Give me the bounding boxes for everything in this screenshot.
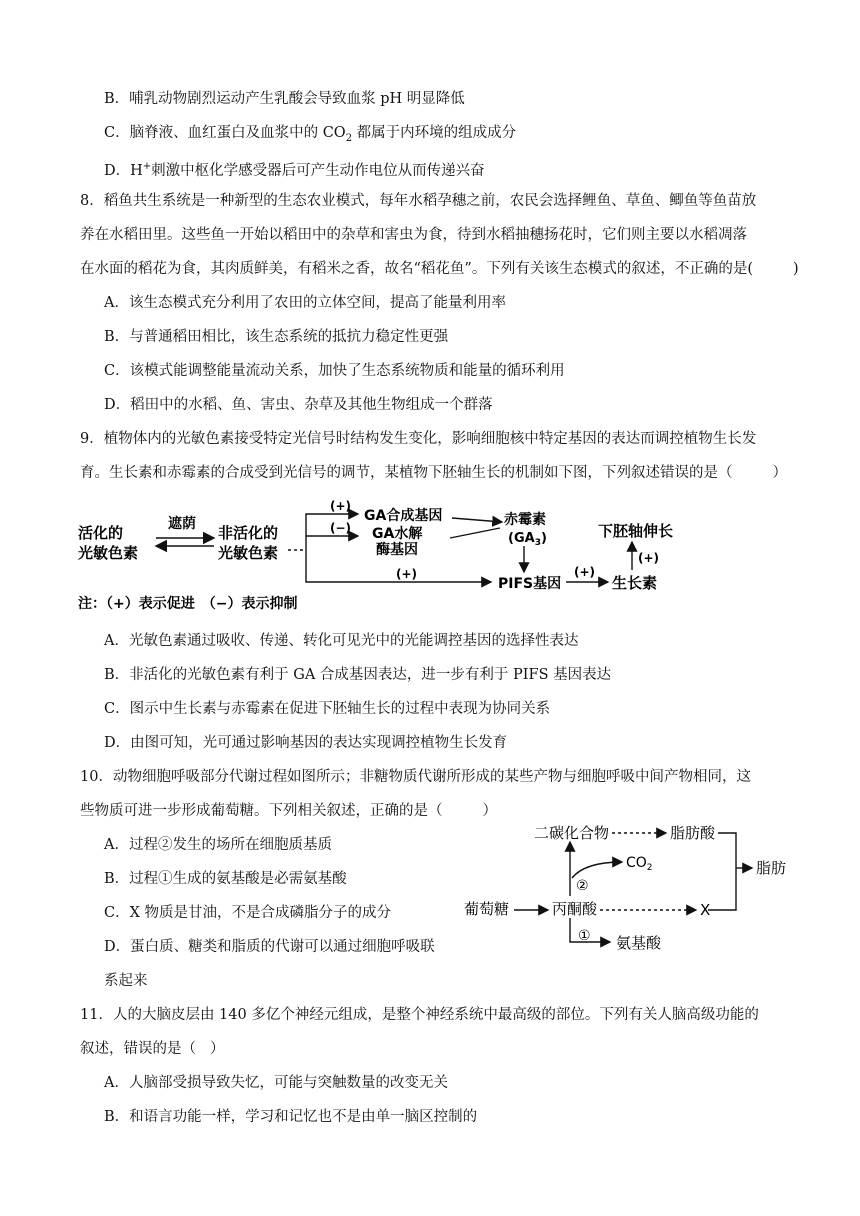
q9-option-a: A．光敏色素通过吸收、传递、转化可见光中的光能调控基因的选择性表达 — [104, 633, 579, 649]
q10-option-c: C．X 物质是甘油，不是合成磷脂分子的成分 — [104, 905, 392, 921]
q7-option-b: B．哺乳动物剧烈运动产生乳酸会导致血浆 pH 明显降低 — [104, 91, 465, 107]
diagram-note: 注：（+）表示促进 （−）表示抑制 — [78, 596, 298, 612]
q11-stem-line1: 11．人的大脑皮层由 140 多亿个神经元组成，是整个神经系统中最高级的部位。下列有关人脑高级功能的 — [80, 1007, 759, 1023]
q8-stem-line1: 8．稻鱼共生系统是一种新型的生态农业模式，每年水稻孕穗之前，农民会选择鲤鱼、草鱼、鲫鱼等鱼苗放 — [80, 193, 757, 209]
shade-label: 遮荫 — [168, 516, 196, 532]
active-pigment-label-1: 活化的 — [78, 524, 124, 542]
two-carbon-label: 二碳化合物 — [534, 824, 610, 842]
ga-synth-gene: GA合成基因 — [364, 508, 443, 524]
q10-option-b: B．过程①生成的氨基酸是必需氨基酸 — [104, 871, 347, 887]
q8-option-c: C．该模式能调整能量流动关系，加快了生态系统物质和能量的循环利用 — [104, 363, 565, 379]
minus-ga-hydro: (−) — [330, 521, 352, 535]
q11-stem-line2: 叙述，错误的是（ ） — [80, 1041, 225, 1057]
plus-hypocotyl: (+) — [638, 551, 660, 565]
bracket-to-fat — [708, 833, 736, 910]
x-label: X — [700, 901, 711, 919]
q10-option-d-line2: 系起来 — [104, 973, 148, 989]
pifs-gene: PIFS基因 — [498, 576, 562, 592]
hypocotyl-label: 下胚轴伸长 — [598, 522, 674, 540]
q11-option-a: A．人脑部受损导致失忆，可能与突触数量的改变无关 — [104, 1075, 448, 1091]
q10-stem-line2: 些物质可进一步形成葡萄糖。下列相关叙述，正确的是（ ） — [80, 803, 497, 819]
q9-phytochrome-diagram — [76, 496, 696, 618]
active-pigment-label-2: 光敏色素 — [78, 544, 139, 562]
amino-acid-label: 氨基酸 — [616, 934, 662, 952]
fat-label: 脂肪 — [756, 859, 787, 877]
q9-option-c: C．图示中生长素与赤霉素在促进下胚轴生长的过程中表现为协同关系 — [104, 701, 551, 717]
inactive-pigment-label-2: 光敏色素 — [218, 544, 279, 562]
gibberellin-ga3-label: $(GA_3)$ — [508, 531, 547, 548]
ga-hydro-gene-1: GA水解 — [372, 526, 423, 542]
plus-pifs: (+) — [396, 567, 418, 581]
q7-option-d: D．H+刺激中枢化学感受器后可产生动作电位从而传递兴奋 — [104, 161, 485, 179]
q11-option-b: B．和语言功能一样，学习和记忆也不是由单一脑区控制的 — [104, 1109, 478, 1125]
q8-stem-line2: 养在水稻田里。这些鱼一开始以稻田中的杂草和害虫为食，待到水稻抽穗扬花时，它们则主要以水稻凋落 — [80, 227, 747, 243]
inactive-pigment-label-1: 非活化的 — [218, 524, 279, 542]
q10-option-a: A．过程②发生的场所在细胞质基质 — [104, 837, 332, 853]
plus-ga-synth: (+) — [330, 499, 352, 513]
q10-respiration-diagram — [460, 818, 800, 958]
q9-option-b: B．非活化的光敏色素有利于 GA 合成基因表达，进一步有利于 PIFS 基因表达 — [104, 667, 612, 683]
co2-label: $CO_2$ — [626, 855, 653, 873]
q8-option-d: D．稻田中的水稻、鱼、害虫、杂草及其他生物组成一个群落 — [104, 397, 493, 413]
co2-release-arrow — [572, 862, 622, 878]
ga-hydro-bar — [450, 528, 500, 538]
q8-stem-line3: 在水面的稻花为食，其肉质鲜美，有稻米之香，故名“稻花鱼”。下列有关该生态模式的叙述，不正确的是( ) — [80, 261, 799, 277]
gibberellin-label: 赤霉素 — [504, 512, 546, 528]
q10-stem-line1: 10．动物细胞呼吸部分代谢过程如图所示；非糖物质代谢所形成的某些产物与细胞呼吸中间产物相同，这 — [80, 769, 751, 785]
plus-auxin: (+) — [574, 565, 596, 579]
q8-option-a: A．该生态模式充分利用了农田的立体空间，提高了能量利用率 — [104, 295, 506, 311]
step-2-label: ② — [576, 878, 589, 894]
q9-option-d: D．由图可知，光可通过影响基因的表达实现调控植物生长发育 — [104, 735, 508, 751]
q7-option-c: C．脑脊液、血红蛋白及血浆中的 $CO_2$ 都属于内环境的组成成分 — [104, 125, 517, 144]
q10-option-d-line1: D．蛋白质、糖类和脂质的代谢可以通过细胞呼吸联 — [104, 939, 435, 955]
q9-stem-line2: 育。生长素和赤霉素的合成受到光信号的调节，某植物下胚轴生长的机制如下图，下列叙述错误的是（ ） — [80, 465, 787, 481]
q9-stem-line1: 9．植物体内的光敏色素接受特定光信号时结构发生变化，影响细胞核中特定基因的表达而调控植物生长发 — [80, 431, 757, 447]
glucose-label: 葡萄糖 — [464, 900, 510, 918]
ga-synth-to-ga-arrow — [452, 518, 502, 522]
pyruvate-label: 丙酮酸 — [552, 900, 598, 918]
ga-hydro-gene-2: 酶基因 — [376, 542, 418, 558]
step-1-label: ① — [578, 928, 591, 944]
q8-option-b: B．与普通稻田相比，该生态系统的抵抗力稳定性更强 — [104, 329, 449, 345]
auxin-label: 生长素 — [612, 574, 658, 592]
fatty-acid-label: 脂肪酸 — [670, 824, 716, 842]
